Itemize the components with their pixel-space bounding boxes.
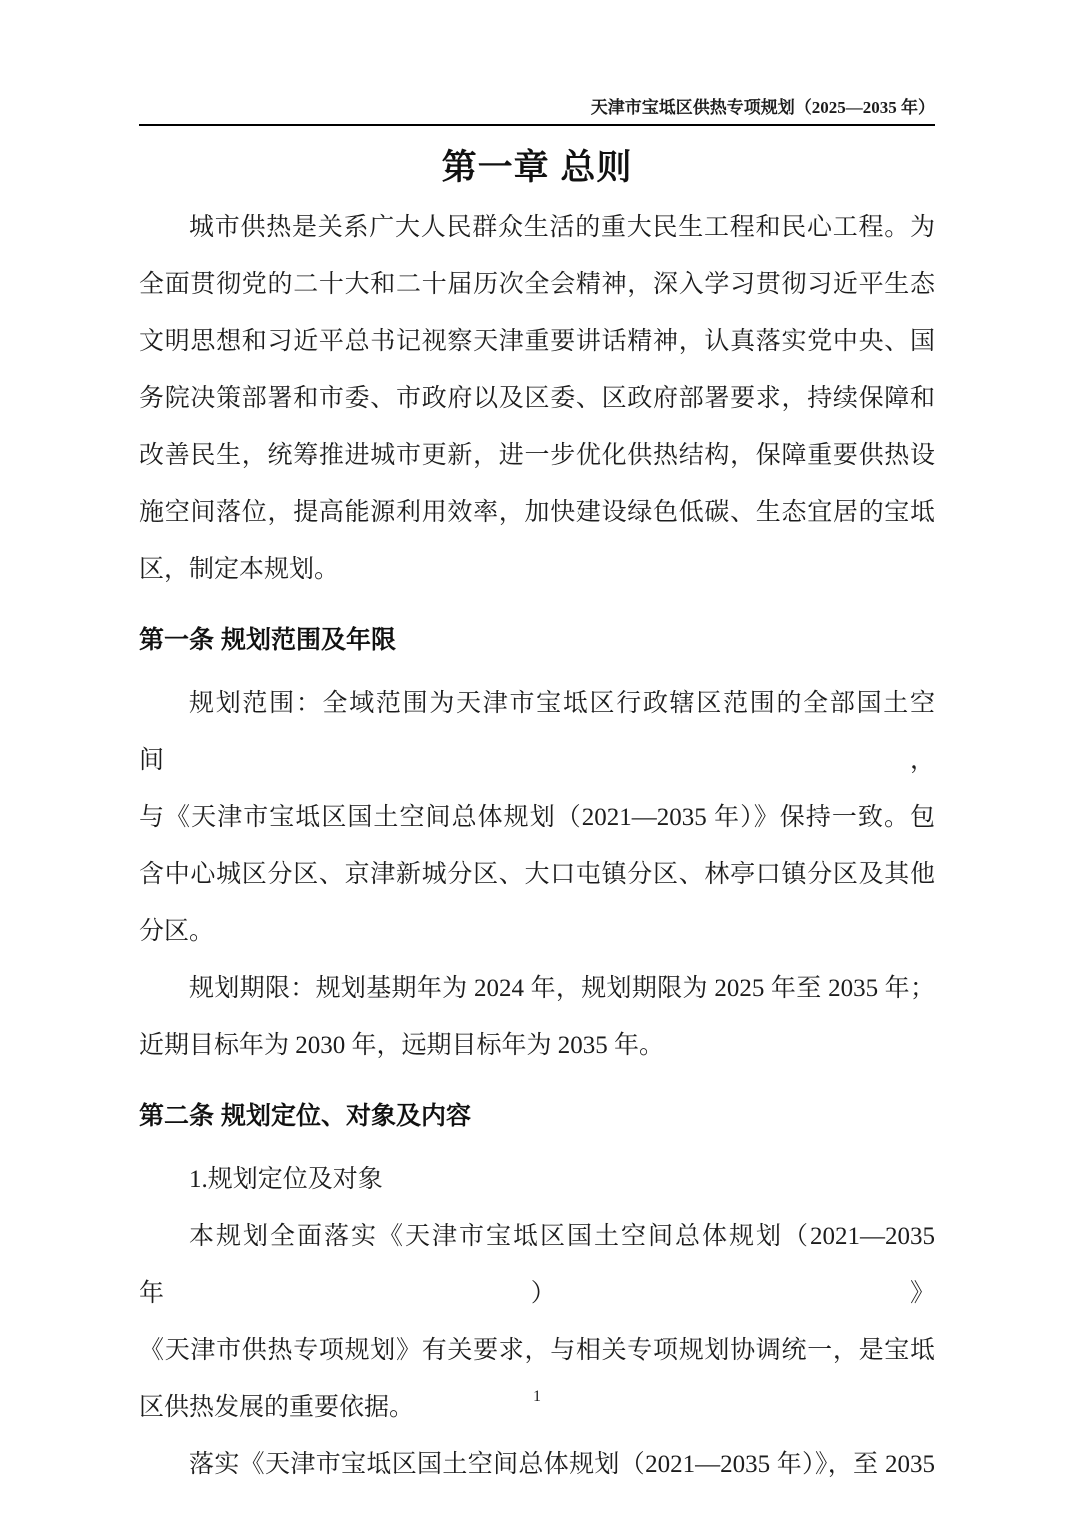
article-1-paragraph-2: [139, 960, 935, 1074]
article-2-paragraph-2: [139, 1436, 935, 1493]
intro-paragraph: [139, 199, 935, 598]
paragraph-line: 分区。: [139, 918, 215, 945]
paragraph-line: 《天津市供热专项规划》有关要求，与相关专项规划协调统一，是宝坻: [139, 1337, 935, 1364]
paragraph-line: 全面贯彻党的二十大和二十届历次全会精神，深入学习贯彻习近平生态: [139, 271, 935, 298]
paragraph-line: 近期目标年为 2030 年，远期目标年为 2035 年。: [139, 1032, 665, 1059]
paragraph-line: 城市供热是关系广大人民群众生活的重大民生工程和民心工程。为: [189, 214, 935, 241]
paragraph-line: 改善民生，统筹推进城市更新，进一步优化供热结构，保障重要供热设: [139, 442, 935, 469]
article-1-paragraph-1: [139, 675, 935, 960]
paragraph-line: 含中心城区分区、京津新城分区、大口屯镇分区、林亭口镇分区及其他: [139, 861, 935, 888]
chapter-title: 第一章 总则: [441, 148, 633, 187]
paragraph-line: 规划范围：全域范围为天津市宝坻区行政辖区范围的全部国土空间，: [139, 690, 935, 774]
paragraph-line: 施空间落位，提高能源利用效率，加快建设绿色低碳、生态宜居的宝坻: [139, 499, 935, 526]
paragraph-line: 区供热发展的重要依据。: [139, 1394, 415, 1421]
list-item-label: 1.规划定位及对象: [189, 1166, 383, 1193]
paragraph-line: 区，制定本规划。: [139, 556, 340, 583]
paragraph-line: 本规划全面落实《天津市宝坻区国土空间总体规划（2021—2035 年）》: [139, 1223, 935, 1307]
paragraph-line: 与《天津市宝坻区国土空间总体规划（2021—2035 年）》保持一致。包: [139, 804, 935, 831]
article-2-heading: 第二条 规划定位、对象及内容: [139, 1102, 471, 1130]
paragraph-line: 文明思想和习近平总书记视察天津重要讲话精神，认真落实党中央、国: [139, 328, 935, 355]
paragraph-line: 落实《天津市宝坻区国土空间总体规划（2021—2035 年）》，至 2035: [189, 1451, 935, 1478]
article-1-heading: 第一条 规划范围及年限: [139, 626, 396, 654]
page-header: 天津市宝坻区供热专项规划（2025—2035 年）: [139, 97, 935, 126]
paragraph-line: 规划期限：规划基期年为 2024 年，规划期限为 2025 年至 2035 年；: [189, 975, 935, 1002]
page-number: 1: [533, 1388, 541, 1405]
paragraph-line: 务院决策部署和市委、市政府以及区委、区政府部署要求，持续保障和: [139, 385, 935, 412]
